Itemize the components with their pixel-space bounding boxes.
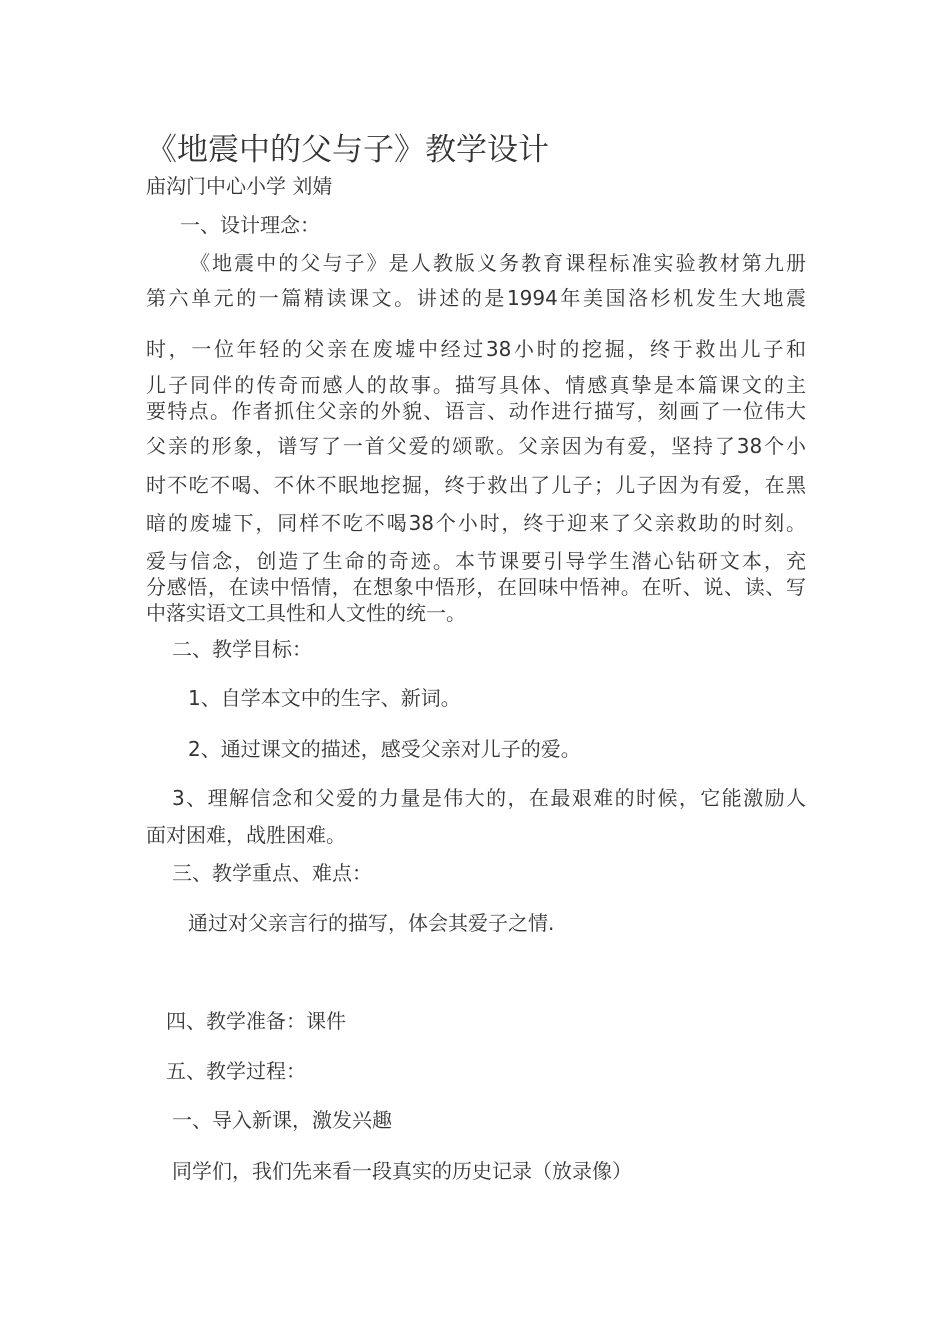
s1-para-line-11: 中落实语文工具性和人文性的统一。 — [146, 601, 466, 625]
section-1-heading: 一、设计理念： — [180, 213, 320, 237]
goal-3-line-2: 面对困难，战胜困难。 — [146, 823, 346, 847]
s1-para-line-2: 第六单元的一篇精读课文。讲述的是1994年美国洛杉机发生大地震 — [146, 286, 806, 310]
s1-para-line-9: 爱与信念，创造了生命的奇迹。本节课要引导学生潜心钻研文本，充 — [146, 549, 806, 573]
s1-para-line-4: 儿子同伴的传奇而感人的故事。描写具体、情感真挚是本篇课文的主 — [146, 373, 806, 397]
section-5: 五、教学过程： — [166, 1059, 306, 1083]
section-2-heading: 二、教学目标： — [172, 637, 312, 661]
section-3-text: 通过对父亲言行的描写，体会其爱子之情. — [188, 911, 555, 935]
goal-1: 1、自学本文中的生字、新词。 — [188, 686, 461, 710]
author-line: 庙沟门中心小学 刘婧 — [146, 174, 333, 198]
s1-para-line-7: 时不吃不喝、不休不眠地挖掘，终于救出了儿子；儿子因为有爱，在黑 — [146, 473, 806, 497]
s1-para-line-10: 分感悟，在读中悟情，在想象中悟形，在回味中悟神。在听、说、读、写 — [146, 575, 806, 599]
section-3-heading: 三、教学重点、难点： — [172, 861, 372, 885]
section-4: 四、教学准备：课件 — [166, 1009, 346, 1033]
document-title: 《地震中的父与子》教学设计 — [146, 132, 549, 168]
s1-para-line-3: 时，一位年轻的父亲在废墟中经过38小时的挖掘，终于救出儿子和 — [146, 337, 806, 361]
s1-para-line-8: 暗的废墟下，同样不吃不喝38个小时，终于迎来了父亲救助的时刻。 — [146, 511, 806, 535]
goal-3-line-1: 3、理解信念和父爱的力量是伟大的，在最艰难的时候，它能激励人 — [172, 786, 806, 810]
s1-para-line-1: 《地震中的父与子》是人教版义务教育课程标准实验教材第九册 — [190, 251, 806, 275]
goal-2: 2、通过课文的描述，感受父亲对儿子的爱。 — [188, 737, 581, 761]
step-1-heading: 一、导入新课，激发兴趣 — [172, 1108, 392, 1132]
s1-para-line-5: 要特点。作者抓住父亲的外貌、语言、动作进行描写，刻画了一位伟大 — [146, 399, 806, 423]
s1-para-line-6: 父亲的形象，谱写了一首父爱的颂歌。父亲因为有爱，坚持了38个小 — [146, 434, 806, 458]
step-1-text: 同学们，我们先来看一段真实的历史记录（放录像） — [172, 1159, 632, 1183]
